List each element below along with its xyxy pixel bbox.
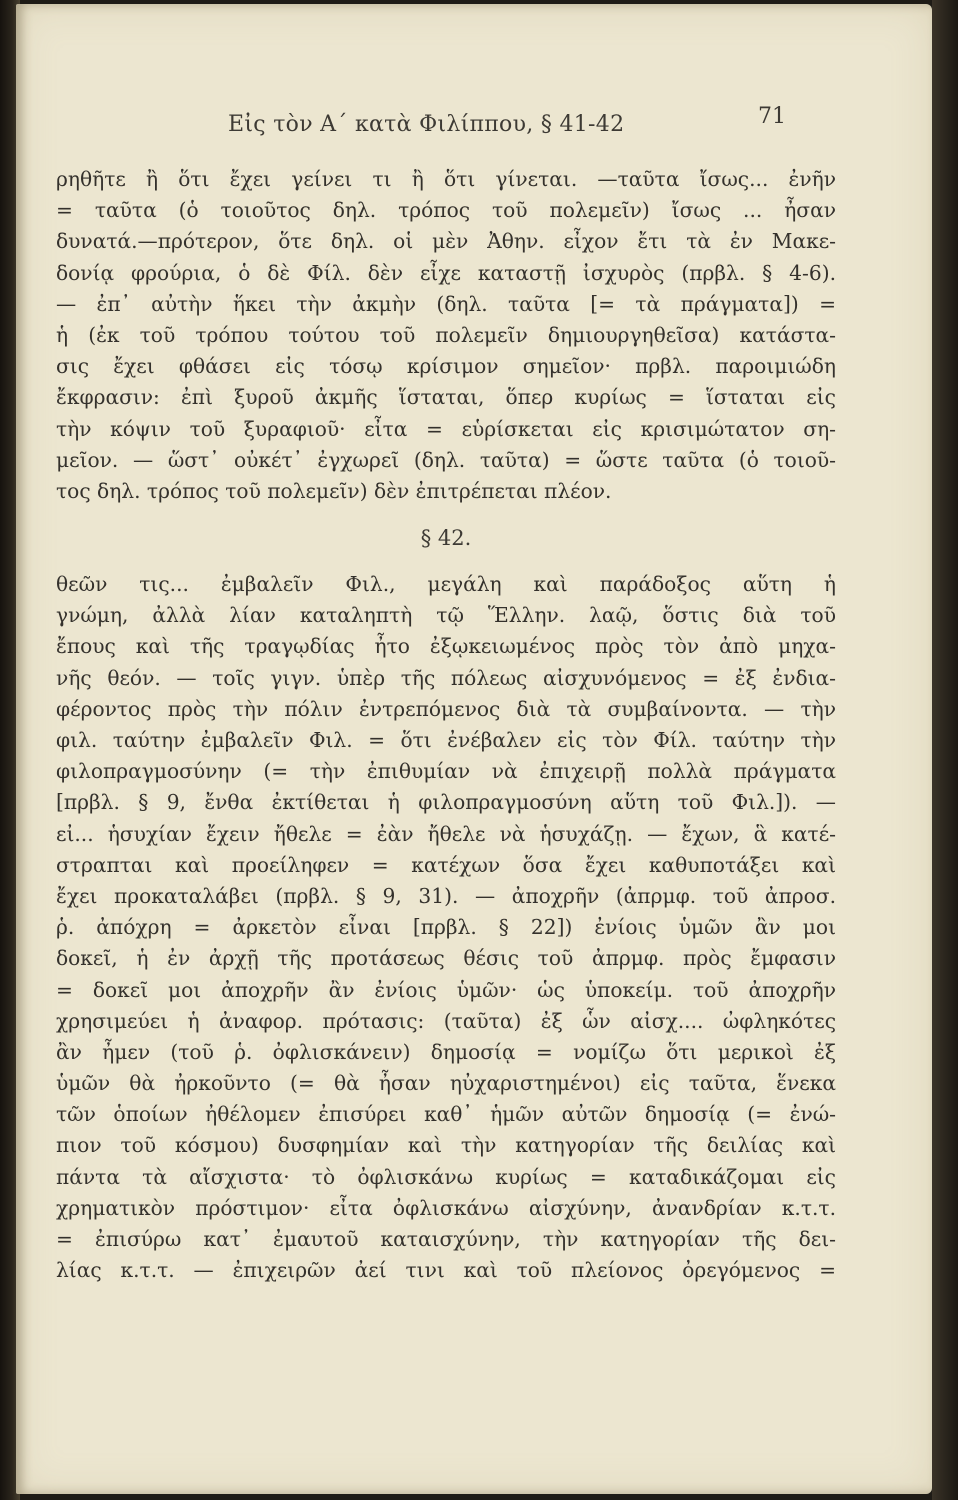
page-number: 71 xyxy=(758,104,786,129)
text-line: μεῖον. — ὥστ᾽ οὐκέτ᾽ ἐγχωρεῖ (δηλ. ταῦτα) = ὥστε ταῦτα (ὁ τοιοῦ- xyxy=(56,447,836,472)
running-title: Εἰς τὸν Α΄ κατὰ Φιλίππου, § 41-42 xyxy=(228,112,625,137)
text-line: φιλ. ταύτην ἐμβαλεῖν Φιλ. = ὅτι ἐνέβαλεν εἰς τὸν Φίλ. ταύτην τὴν xyxy=(56,728,836,752)
text-line: ἔχει προκαταλάβει (πρβλ. § 9, 31). — ἀποχρῆν (ἀπρμφ. τοῦ ἀπροσ. xyxy=(56,883,836,908)
text-line: = ἐπισύρω κατ᾽ ἐμαυτοῦ καταισχύνην, τὴν κατηγορίαν τῆς δει- xyxy=(56,1227,836,1251)
text-line: — ἐπ᾽ αὐτὴν ἥκει τὴν ἀκμὴν (δηλ. ταῦτα [= τὰ πράγματα]) = xyxy=(56,291,836,316)
text-line: ἔπους καὶ τῆς τραγῳδίας ἦτο ἐξῳκειωμένος πρὸς τὸν ἀπὸ μηχα- xyxy=(56,634,836,659)
section-heading: § 42. xyxy=(420,526,472,551)
text-line: χρηματικὸν πρόστιμον· εἶτα ὀφλισκάνω αἰσχύνην, ἀνανδρίαν κ.τ.τ. xyxy=(56,1195,836,1220)
text-line: σις ἔχει φθάσει εἰς τόσῳ κρίσιμον σημεῖον· πρβλ. παροιμιώδη xyxy=(56,354,836,379)
text-line: χρησιμεύει ἡ ἀναφορ. πρότασις: (ταῦτα) ἐξ ὧν αἰσχ.... ὠφληκότες xyxy=(56,1008,836,1033)
text-line: τος δηλ. τρόπος τοῦ πολεμεῖν) δὲν ἐπιτρέπεται πλέον. xyxy=(56,478,612,503)
text-line: φιλοπραγμοσύνην (= τὴν ἐπιθυμίαν νὰ ἐπιχειρῇ πολλὰ πράγματα xyxy=(56,759,836,784)
text-line: ἡ (ἐκ τοῦ τρόπου τούτου τοῦ πολεμεῖν δημιουργηθεῖσα) κατάστα- xyxy=(56,322,836,347)
text-line: φέροντος πρὸς τὴν πόλιν ἐντρεπόμενος διὰ τὰ συμβαίνοντα. — τὴν xyxy=(56,696,836,721)
section-41-commentary xyxy=(56,164,836,507)
text-line: ἔκφρασιν: ἐπὶ ξυροῦ ἀκμῆς ἵσταται, ὅπερ κυρίως = ἵσταται εἰς xyxy=(56,385,836,410)
text-line: = ταῦτα (ὁ τοιοῦτος δηλ. τρόπος τοῦ πολεμεῖν) ἴσως ... ἦσαν xyxy=(56,198,836,223)
text-line: δυνατά.—πρότερον, ὅτε δηλ. οἱ μὲν Ἀθην. εἶχον ἔτι τὰ ἐν Μακε- xyxy=(56,229,836,254)
text-line: τῶν ὁποίων ἠθέλομεν ἐπισύρει καθ᾽ ἡμῶν αὐτῶν δημοσίᾳ (= ἐνώ- xyxy=(56,1102,836,1127)
text-line: τὴν κόψιν τοῦ ξυραφιοῦ· εἶτα = εὑρίσκεται εἰς κρισιμώτατον ση- xyxy=(56,416,836,441)
text-line: στραπται καὶ προείληφεν = κατέχων ὅσα ἔχει καθυποτάξει καὶ xyxy=(56,852,836,877)
commentary-text xyxy=(56,164,836,1286)
text-line: γνώμη, ἀλλὰ λίαν καταληπτὴ τῷ Ἕλλην. λαῷ, ὅστις διὰ τοῦ xyxy=(56,603,836,628)
text-line: λίας κ.τ.τ. — ἐπιχειρῶν ἀεί τινι καὶ τοῦ πλείονος ὀρεγόμενος = xyxy=(56,1258,836,1283)
page-header xyxy=(16,104,932,144)
text-line: δοκεῖ, ἡ ἐν ἀρχῇ τῆς προτάσεως θέσις τοῦ ἀπρμφ. πρὸς ἔμφασιν xyxy=(56,946,836,971)
book-page xyxy=(16,4,932,1494)
text-line: εἰ... ἡσυχίαν ἔχειν ἤθελε = ἐὰν ἤθελε νὰ ἡσυχάζῃ. — ἔχων, ἃ κατέ- xyxy=(56,821,836,846)
text-line: πιον τοῦ κόσμου) δυσφημίαν καὶ τὴν κατηγορίαν τῆς δειλίας καὶ xyxy=(56,1133,836,1158)
text-line: ρηθῆτε ἢ ὅτι ἔχει γείνει τι ἢ ὅτι γίνεται. —ταῦτα ἴσως... ἐνῆν xyxy=(56,167,836,191)
text-line: νῆς θεόν. — τοῖς γιγν. ὑπὲρ τῆς πόλεως αἰσχυνόμενος = ἐξ ἐνδια- xyxy=(56,665,836,690)
text-line: ἂν ἦμεν (τοῦ ῥ. ὀφλισκάνειν) δημοσίᾳ = νομίζω ὅτι μερικοὶ ἐξ xyxy=(56,1039,836,1064)
text-line: ῥ. ἀπόχρη = ἀρκετὸν εἶναι [πρβλ. § 22]) ἐνίοις ὑμῶν ἂν μοι xyxy=(56,915,836,940)
text-line: δονίᾳ φρούρια, ὁ δὲ Φίλ. δὲν εἶχε καταστῇ ἰσχυρὸς (πρβλ. § 4-6). xyxy=(56,260,836,285)
section-42-commentary xyxy=(56,569,836,1286)
text-line: πάντα τὰ αἴσχιστα· τὸ ὀφλισκάνω κυρίως = καταδικάζομαι εἰς xyxy=(56,1164,836,1189)
text-line: [πρβλ. § 9, ἔνθα ἐκτίθεται ἡ φιλοπραγμοσύνη αὕτη τοῦ Φιλ.]). — xyxy=(56,790,836,815)
text-line: ὑμῶν θὰ ἠρκοῦντο (= θὰ ἦσαν ηὐχαριστημένοι) εἰς ταῦτα, ἕνεκα xyxy=(56,1071,836,1096)
scan-edge xyxy=(932,0,958,1500)
text-line: θεῶν τις... ἐμβαλεῖν Φιλ., μεγάλη καὶ παράδοξος αὕτη ἡ xyxy=(56,572,836,597)
text-line: = δοκεῖ μοι ἀποχρῆν ἂν ἐνίοις ὑμῶν· ὡς ὑποκείμ. τοῦ ἀποχρῆν xyxy=(56,977,836,1002)
